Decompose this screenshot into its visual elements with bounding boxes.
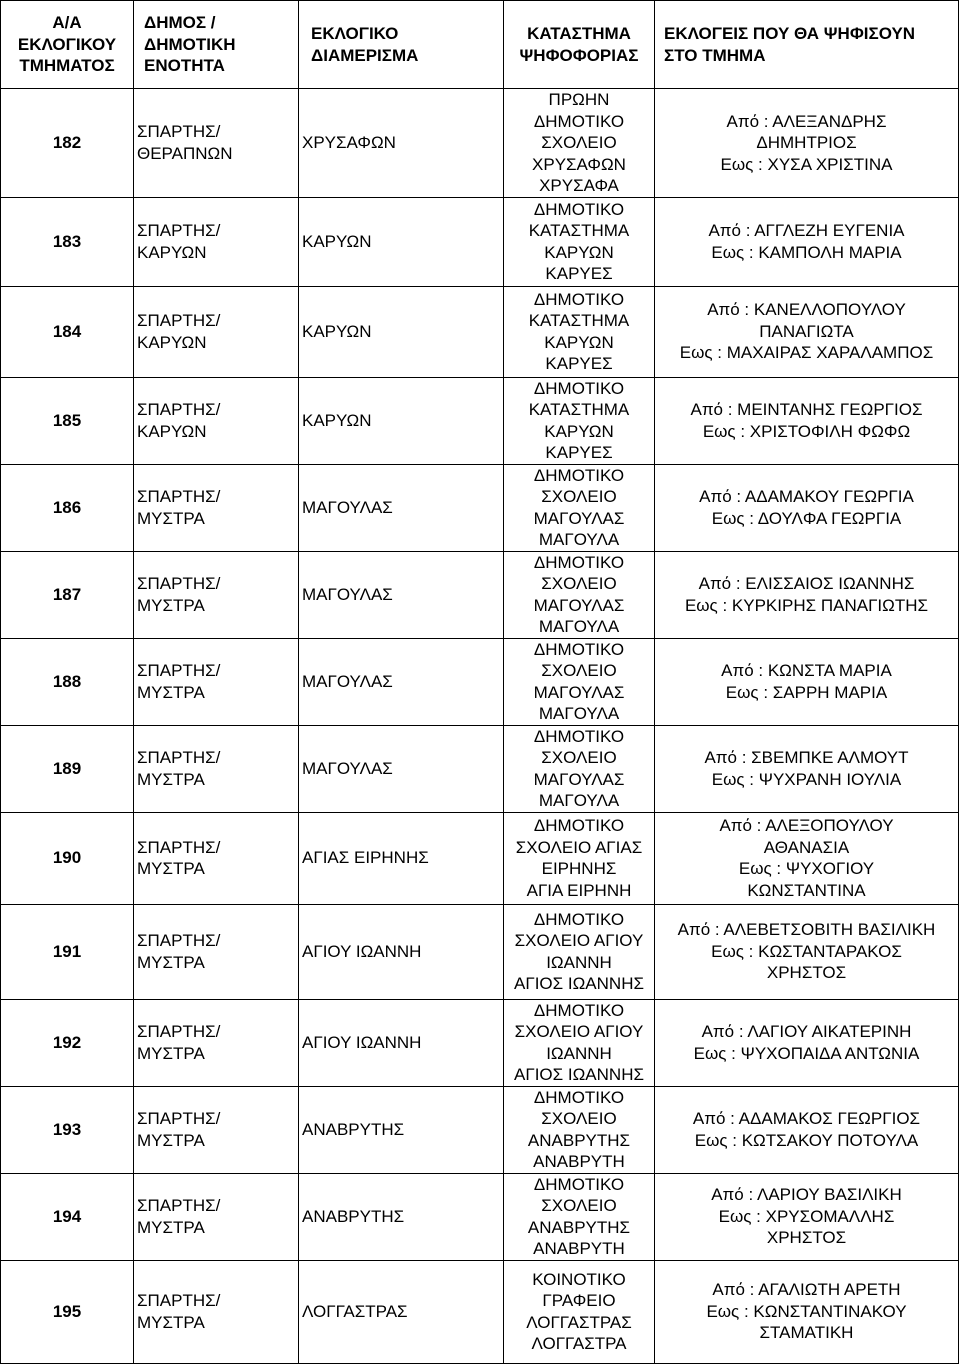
- electoral-division-cell: ΑΓΙΑΣ ΕΙΡΗΝΗΣ: [299, 812, 504, 904]
- polling-station-cell-line: ΣΧΟΛΕΙΟ: [541, 133, 617, 152]
- polling-station-cell-line: ΣΧΟΛΕΙΟ ΑΓΙΟΥ: [514, 931, 644, 950]
- polling-station-cell-line: ΣΧΟΛΕΙΟ: [541, 1196, 617, 1215]
- section-number: 182: [1, 89, 134, 198]
- polling-station-cell-line: ΧΡΥΣΑΦΩΝ: [532, 154, 626, 174]
- polling-station-cell-line: ΔΗΜΟΤΙΚΟ: [533, 465, 625, 485]
- polling-station-cell-line: ΑΝΑΒΡΥΤΗΣ: [527, 1130, 631, 1150]
- voters-range-cell-line: Εως : ΨΥΧΡΑΝΗ ΙΟΥΛΙΑ: [711, 769, 902, 789]
- municipality-cell-line: ΜΥΣΤΡΑ: [137, 1043, 205, 1063]
- header-section-number-line: Α/Α: [52, 13, 82, 33]
- polling-station-cell-line: ΜΑΓΟΥΛΑΣ: [533, 595, 625, 615]
- municipality-cell-line: ΜΥΣΤΡΑ: [137, 595, 205, 615]
- polling-station-cell-line: ΚΑΡΥΕΣ: [545, 264, 613, 283]
- municipality-cell-line: ΜΥΣΤΡΑ: [137, 952, 205, 972]
- municipality-cell: [134, 904, 299, 999]
- municipality-cell-line: ΚΑΡΥΩΝ: [137, 421, 207, 441]
- table-row: [1, 812, 959, 904]
- polling-station-cell-line: ΔΗΜΟΤΙΚΟ: [533, 909, 625, 929]
- polling-station-cell-line: ΚΑΡΥΕΣ: [545, 443, 613, 462]
- header-voters-line: ΕΚΛΟΓΕΙΣ ΠΟΥ ΘΑ ΨΗΦΙΣΟΥΝ: [664, 24, 916, 43]
- municipality-cell: [134, 1173, 299, 1260]
- polling-station-cell: [504, 1173, 655, 1260]
- municipality-cell: [134, 286, 299, 377]
- polling-station-cell-line: ΣΧΟΛΕΙΟ: [541, 661, 617, 680]
- polling-station-cell-line: ΜΑΓΟΥΛΑΣ: [533, 508, 625, 528]
- polling-station-cell-line: ΜΑΓΟΥΛΑ: [538, 530, 620, 549]
- header-electoral-division-line: ΕΚΛΟΓΙΚΟ: [311, 24, 399, 43]
- voters-range-cell: [655, 1260, 959, 1363]
- header-municipality-line: ΔΗΜΟΤΙΚΗ: [144, 34, 236, 54]
- voters-range-cell: [655, 377, 959, 464]
- polling-station-cell-line: ΚΑΡΥΩΝ: [544, 242, 614, 262]
- municipality-cell-line: ΚΑΡΥΩΝ: [137, 242, 207, 262]
- electoral-division-cell: ΧΡΥΣΑΦΩΝ: [299, 89, 504, 198]
- polling-station-cell: [504, 286, 655, 377]
- header-municipality: [134, 1, 299, 89]
- voters-range-cell-line: Από : ΚΑΝΕΛΛΟΠΟΥΛΟΥ: [707, 300, 906, 320]
- table-row: [1, 1260, 959, 1363]
- polling-station-cell-line: ΓΡΑΦΕΙΟ: [542, 1291, 616, 1310]
- polling-station-cell-line: ΔΗΜΟΤΙΚΟ: [533, 639, 625, 659]
- municipality-cell: [134, 464, 299, 551]
- municipality-cell: [134, 725, 299, 812]
- section-number: 194: [1, 1173, 134, 1260]
- polling-station-cell: [504, 1086, 655, 1173]
- voters-range-cell: [655, 286, 959, 377]
- polling-station-cell-line: ΧΡΥΣΑΦΑ: [539, 176, 619, 195]
- voters-range-cell-line: Εως : ΧΡΥΣΟΜΑΛΛΗΣ: [718, 1206, 895, 1226]
- voters-range-cell-line: Από : ΚΩΝΣΤΑ ΜΑΡΙΑ: [721, 661, 892, 680]
- section-number: 187: [1, 551, 134, 638]
- municipality-cell: [134, 551, 299, 638]
- voters-range-cell-line: ΚΩΝΣΤΑΝΤΙΝΑ: [747, 880, 866, 900]
- municipality-cell-line: ΣΠΑΡΤΗΣ/: [137, 661, 221, 680]
- municipality-cell-line: ΜΥΣΤΡΑ: [137, 1217, 205, 1237]
- voters-range-cell-line: Από : ΑΛΕΞΑΝΔΡΗΣ: [726, 111, 887, 131]
- polling-station-cell-line: ΔΗΜΟΤΙΚΟ: [533, 111, 625, 131]
- table-row: [1, 197, 959, 286]
- municipality-cell-line: ΣΠΑΡΤΗΣ/: [137, 1291, 221, 1310]
- section-number: 190: [1, 812, 134, 904]
- municipality-cell-line: ΣΠΑΡΤΗΣ/: [137, 311, 221, 330]
- section-number: 195: [1, 1260, 134, 1363]
- voters-range-cell: [655, 1173, 959, 1260]
- polling-station-cell: [504, 551, 655, 638]
- electoral-division-cell: ΑΝΑΒΡΥΤΗΣ: [299, 1086, 504, 1173]
- header-municipality-line: ΔΗΜΟΣ /: [144, 13, 216, 33]
- voters-range-cell-line: Από : ΑΓΓΛΕΖΗ ΕΥΓΕΝΙΑ: [708, 221, 905, 240]
- electoral-division-cell: ΛΟΓΓΑΣΤΡΑΣ: [299, 1260, 504, 1363]
- section-number: 185: [1, 377, 134, 464]
- municipality-cell-line: ΜΥΣΤΡΑ: [137, 508, 205, 528]
- voters-range-cell-line: ΠΑΝΑΓΙΩΤΑ: [759, 321, 854, 341]
- header-polling-station-line: ΨΗΦΟΦΟΡΙΑΣ: [519, 45, 639, 65]
- voters-range-cell-line: ΧΡΗΣΤΟΣ: [766, 1228, 847, 1248]
- polling-station-cell: [504, 89, 655, 198]
- municipality-cell-line: ΜΥΣΤΡΑ: [137, 859, 205, 878]
- municipality-cell-line: ΣΠΑΡΤΗΣ/: [137, 400, 221, 419]
- municipality-cell-line: ΣΠΑΡΤΗΣ/: [137, 748, 221, 767]
- polling-station-cell-line: ΑΓΙΟΣ ΙΩΑΝΝΗΣ: [514, 974, 644, 993]
- section-number: 193: [1, 1086, 134, 1173]
- polling-station-cell-line: ΛΟΓΓΑΣΤΡΑ: [531, 1334, 627, 1353]
- electoral-division-cell: ΚΑΡΥΩΝ: [299, 286, 504, 377]
- municipality-cell-line: ΜΥΣΤΡΑ: [137, 769, 205, 789]
- municipality-cell-line: ΣΠΑΡΤΗΣ/: [137, 221, 221, 240]
- voters-range-cell-line: Εως : ΣΑΡΡΗ ΜΑΡΙΑ: [725, 682, 888, 702]
- voters-range-cell: [655, 464, 959, 551]
- polling-station-cell-line: ΚΑΤΑΣΤΗΜΑ: [528, 400, 630, 419]
- municipality-cell: [134, 999, 299, 1086]
- table-row: [1, 1173, 959, 1260]
- polling-station-cell-line: ΔΗΜΟΤΙΚΟ: [533, 378, 625, 398]
- table-row: [1, 638, 959, 725]
- electoral-division-cell: ΜΑΓΟΥΛΑΣ: [299, 638, 504, 725]
- voters-range-cell-line: ΧΡΗΣΤΟΣ: [766, 963, 847, 983]
- voters-range-cell-line: ΔΗΜΗΤΡΙΟΣ: [756, 133, 857, 152]
- polling-station-cell-line: ΑΝΑΒΡΥΤΗΣ: [527, 1217, 631, 1237]
- voters-range-cell-line: Από : ΛΑΡΙΟΥ ΒΑΣΙΛΙΚΗ: [711, 1185, 902, 1205]
- municipality-cell-line: ΣΠΑΡΤΗΣ/: [137, 837, 221, 857]
- polling-station-cell-line: ΑΓΙΟΣ ΙΩΑΝΝΗΣ: [514, 1065, 644, 1084]
- polling-station-cell-line: ΙΩΑΝΝΗ: [546, 952, 612, 972]
- municipality-cell: [134, 812, 299, 904]
- electoral-division-cell: ΚΑΡΥΩΝ: [299, 197, 504, 286]
- polling-station-cell: [504, 1260, 655, 1363]
- municipality-cell-line: ΣΠΑΡΤΗΣ/: [137, 1196, 221, 1215]
- header-polling-station: [504, 1, 655, 89]
- polling-station-cell-line: ΚΑΡΥΩΝ: [544, 332, 614, 352]
- header-voters-line: ΣΤΟ ΤΜΗΜΑ: [664, 45, 766, 65]
- voters-range-cell-line: Από : ΣΒΕΜΠΚΕ ΑΛΜΟΥΤ: [704, 748, 909, 767]
- polling-station-cell: [504, 999, 655, 1086]
- table-row: [1, 89, 959, 198]
- polling-station-cell: [504, 904, 655, 999]
- electoral-division-cell: ΑΓΙΟΥ ΙΩΑΝΝΗ: [299, 904, 504, 999]
- municipality-cell: [134, 377, 299, 464]
- polling-station-cell-line: ΜΑΓΟΥΛΑ: [538, 791, 620, 810]
- polling-station-cell-line: ΔΗΜΟΤΙΚΟ: [533, 726, 625, 746]
- municipality-cell: [134, 89, 299, 198]
- voters-range-cell: [655, 197, 959, 286]
- municipality-cell-line: ΣΠΑΡΤΗΣ/: [137, 1022, 221, 1041]
- voters-range-cell-line: Εως : ΧΥΣΑ ΧΡΙΣΤΙΝΑ: [720, 154, 893, 174]
- voters-range-cell: [655, 551, 959, 638]
- voters-range-cell-line: ΣΤΑΜΑΤΙΚΗ: [759, 1323, 854, 1343]
- polling-station-cell: [504, 812, 655, 904]
- polling-station-cell: [504, 464, 655, 551]
- polling-station-cell-line: ΣΧΟΛΕΙΟ: [541, 487, 617, 506]
- polling-station-cell-line: ΣΧΟΛΕΙΟ: [541, 748, 617, 767]
- polling-station-cell-line: ΚΑΤΑΣΤΗΜΑ: [528, 221, 630, 240]
- municipality-cell: [134, 1086, 299, 1173]
- polling-station-cell-line: ΑΝΑΒΡΥΤΗ: [533, 1152, 625, 1171]
- voters-range-cell: [655, 89, 959, 198]
- table-row: [1, 904, 959, 999]
- polling-station-cell-line: ΑΝΑΒΡΥΤΗ: [533, 1239, 625, 1258]
- section-number: 189: [1, 725, 134, 812]
- voters-range-cell-line: Εως : ΜΑΧΑΙΡΑΣ ΧΑΡΑΛΑΜΠΟΣ: [679, 343, 934, 363]
- polling-station-cell-line: ΔΗΜΟΤΙΚΟ: [533, 1000, 625, 1020]
- polling-station-cell-line: ΔΗΜΟΤΙΚΟ: [533, 1087, 625, 1107]
- municipality-cell-line: ΣΠΑΡΤΗΣ/: [137, 574, 221, 593]
- polling-station-cell-line: ΑΓΙΑ ΕΙΡΗΝΗ: [526, 880, 632, 900]
- voters-range-cell: [655, 812, 959, 904]
- voters-range-cell-line: Από : ΛΑΓΙΟΥ ΑΙΚΑΤΕΡΙΝΗ: [701, 1022, 912, 1041]
- polling-station-cell-line: ΣΧΟΛΕΙΟ ΑΓΙΟΥ: [514, 1022, 644, 1041]
- voters-range-cell-line: Εως : ΚΩΣΤΑΝΤΑΡΑΚΟΣ: [711, 941, 902, 961]
- voters-range-cell-line: Από : ΑΛΕΒΕΤΣΟΒΙΤΗ ΒΑΣΙΛΙΚΗ: [677, 920, 936, 940]
- municipality-cell-line: ΘΕΡΑΠΝΩΝ: [137, 143, 233, 163]
- voters-range-cell-line: Από : ΑΓΑΛΙΩΤΗ ΑΡΕΤΗ: [712, 1280, 901, 1300]
- polling-station-cell-line: ΚΑΡΥΕΣ: [545, 354, 613, 373]
- table-row: [1, 286, 959, 377]
- polling-station-cell-line: ΠΡΩΗΝ: [548, 90, 610, 109]
- table-row: [1, 1086, 959, 1173]
- header-section-number-line: ΕΚΛΟΓΙΚΟΥ: [17, 34, 117, 54]
- polling-station-cell-line: ΔΗΜΟΤΙΚΟ: [533, 552, 625, 572]
- electoral-division-cell: ΜΑΓΟΥΛΑΣ: [299, 725, 504, 812]
- electoral-division-cell: ΑΝΑΒΡΥΤΗΣ: [299, 1173, 504, 1260]
- polling-station-cell-line: ΚΑΡΥΩΝ: [544, 421, 614, 441]
- municipality-cell: [134, 638, 299, 725]
- polling-station-cell: [504, 377, 655, 464]
- voters-range-cell-line: Εως : ΨΥΧΟΠΑΙΔΑ ΑΝΤΩΝΙΑ: [693, 1043, 920, 1063]
- header-section-number: [1, 1, 134, 89]
- polling-station-cell: [504, 197, 655, 286]
- voters-range-cell-line: Εως : ΚΥΡΚΙΡΗΣ ΠΑΝΑΓΙΩΤΗΣ: [684, 595, 929, 615]
- voters-range-cell-line: Εως : ΚΩΝΣΤΑΝΤΙΝΑΚΟΥ: [706, 1301, 907, 1321]
- table-row: [1, 725, 959, 812]
- municipality-cell-line: ΣΠΑΡΤΗΣ/: [137, 931, 221, 950]
- voters-range-cell-line: Από : ΑΛΕΞΟΠΟΥΛΟΥ: [719, 816, 894, 835]
- polling-station-cell: [504, 725, 655, 812]
- table-row: [1, 551, 959, 638]
- municipality-cell-line: ΜΥΣΤΡΑ: [137, 682, 205, 702]
- voters-range-cell-line: ΑΘΑΝΑΣΙΑ: [763, 837, 850, 857]
- voters-range-cell-line: Εως : ΔΟΥΛΦΑ ΓΕΩΡΓΙΑ: [711, 508, 902, 528]
- voters-range-cell-line: Εως : ΚΩΤΣΑΚΟΥ ΠΟΤΟΥΛΑ: [694, 1130, 919, 1150]
- header-polling-station-line: ΚΑΤΑΣΤΗΜΑ: [527, 24, 631, 43]
- table-body: [1, 89, 959, 1364]
- electoral-division-cell: ΚΑΡΥΩΝ: [299, 377, 504, 464]
- polling-station-cell-line: ΕΙΡΗΝΗΣ: [541, 859, 617, 878]
- voters-range-cell-line: Από : ΑΔΑΜΑΚΟΥ ΓΕΩΡΓΙΑ: [699, 487, 914, 506]
- polling-station-cell-line: ΙΩΑΝΝΗ: [546, 1043, 612, 1063]
- polling-station-cell-line: ΜΑΓΟΥΛΑ: [538, 617, 620, 636]
- header-voters: [655, 1, 959, 89]
- polling-station-cell-line: ΚΑΤΑΣΤΗΜΑ: [528, 311, 630, 330]
- polling-station-cell-line: ΣΧΟΛΕΙΟ ΑΓΙΑΣ: [515, 837, 643, 857]
- voters-range-cell: [655, 999, 959, 1086]
- municipality-cell-line: ΚΑΡΥΩΝ: [137, 332, 207, 352]
- municipality-cell: [134, 197, 299, 286]
- voters-range-cell: [655, 904, 959, 999]
- table-row: [1, 999, 959, 1086]
- section-number: 192: [1, 999, 134, 1086]
- polling-station-cell-line: ΔΗΜΟΤΙΚΟ: [533, 199, 625, 219]
- table-header-row: [1, 1, 959, 89]
- polling-station-cell-line: ΜΑΓΟΥΛΑΣ: [533, 682, 625, 702]
- electoral-division-cell: ΑΓΙΟΥ ΙΩΑΝΝΗ: [299, 999, 504, 1086]
- municipality-cell-line: ΣΠΑΡΤΗΣ/: [137, 487, 221, 506]
- municipality-cell-line: ΜΥΣΤΡΑ: [137, 1130, 205, 1150]
- header-municipality-line: ΕΝΟΤΗΤΑ: [144, 56, 225, 76]
- polling-station-cell: [504, 638, 655, 725]
- electoral-division-cell: ΜΑΓΟΥΛΑΣ: [299, 464, 504, 551]
- polling-station-cell-line: ΛΟΓΓΑΣΤΡΑΣ: [526, 1312, 632, 1332]
- polling-station-cell-line: ΣΧΟΛΕΙΟ: [541, 1109, 617, 1128]
- section-number: 191: [1, 904, 134, 999]
- polling-station-cell-line: ΔΗΜΟΤΙΚΟ: [533, 816, 625, 835]
- polling-station-cell-line: ΜΑΓΟΥΛΑ: [538, 704, 620, 723]
- electoral-division-cell: ΜΑΓΟΥΛΑΣ: [299, 551, 504, 638]
- polling-station-cell-line: ΔΗΜΟΤΙΚΟ: [533, 1174, 625, 1194]
- voters-range-cell-line: Από : ΕΛΙΣΣΑΙΟΣ ΙΩΑΝΝΗΣ: [698, 574, 915, 593]
- voters-range-cell: [655, 1086, 959, 1173]
- voters-range-cell-line: Εως : ΧΡΙΣΤΟΦΙΛΗ ΦΩΦΩ: [702, 421, 911, 441]
- voters-range-cell-line: Από : ΑΔΑΜΑΚΟΣ ΓΕΩΡΓΙΟΣ: [692, 1109, 921, 1128]
- table-row: [1, 377, 959, 464]
- section-number: 186: [1, 464, 134, 551]
- municipality-cell-line: ΣΠΑΡΤΗΣ/: [137, 1109, 221, 1128]
- section-number: 184: [1, 286, 134, 377]
- municipality-cell-line: ΣΠΑΡΤΗΣ/: [137, 122, 221, 142]
- voters-range-cell: [655, 725, 959, 812]
- section-number: 183: [1, 197, 134, 286]
- voters-range-cell: [655, 638, 959, 725]
- voters-range-cell-line: Εως : ΚΑΜΠΟΛΗ ΜΑΡΙΑ: [711, 242, 902, 262]
- header-electoral-division-line: ΔΙΑΜΕΡΙΣΜΑ: [311, 45, 419, 65]
- voters-range-cell-line: Εως : ΨΥΧΟΓΙΟΥ: [738, 859, 875, 878]
- voters-range-cell-line: Από : ΜΕΙΝΤΑΝΗΣ ΓΕΩΡΓΙΟΣ: [690, 400, 923, 419]
- polling-station-cell-line: ΚΟΙΝΟΤΙΚΟ: [532, 1269, 626, 1289]
- header-electoral-division: [299, 1, 504, 89]
- municipality-cell-line: ΜΥΣΤΡΑ: [137, 1312, 205, 1332]
- polling-station-cell-line: ΔΗΜΟΤΙΚΟ: [533, 289, 625, 309]
- polling-station-cell-line: ΣΧΟΛΕΙΟ: [541, 574, 617, 593]
- municipality-cell: [134, 1260, 299, 1363]
- polling-station-cell-line: ΜΑΓΟΥΛΑΣ: [533, 769, 625, 789]
- table-row: [1, 464, 959, 551]
- section-number: 188: [1, 638, 134, 725]
- header-section-number-line: ΤΜΗΜΑΤΟΣ: [19, 56, 115, 76]
